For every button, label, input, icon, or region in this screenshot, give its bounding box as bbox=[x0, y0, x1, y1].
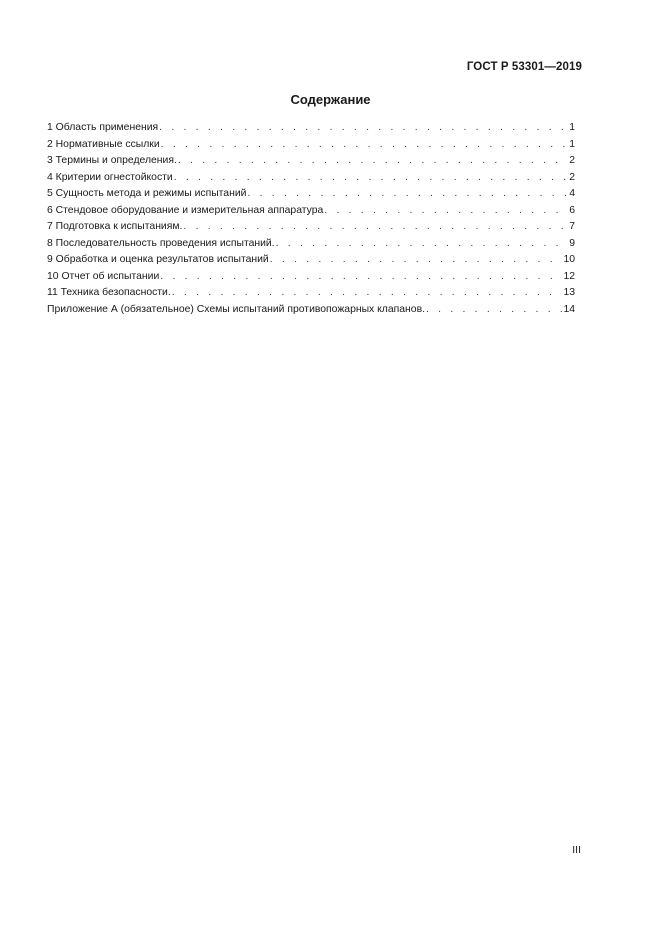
toc-entry[interactable] bbox=[47, 269, 575, 286]
toc-entry-label: 4 Критерии огнестойкости bbox=[47, 171, 173, 183]
toc-entry-label: 3 Термины и определения. bbox=[47, 155, 177, 166]
toc-entry-page: 12 bbox=[563, 270, 575, 282]
toc-dot-leader bbox=[160, 269, 562, 286]
toc-dot-leader bbox=[174, 170, 569, 187]
toc-entry-page: 4 bbox=[569, 188, 575, 199]
toc-dot-leader bbox=[270, 252, 563, 269]
toc-dot-leader bbox=[172, 285, 563, 302]
toc-entry[interactable] bbox=[47, 302, 575, 319]
toc-entry[interactable] bbox=[47, 137, 575, 154]
table-of-contents bbox=[47, 120, 575, 318]
toc-entry-label: Приложение А (обязательное) Схемы испытаний противопожарных клапанов. bbox=[47, 303, 425, 315]
toc-entry[interactable] bbox=[47, 120, 575, 137]
toc-entry[interactable] bbox=[47, 252, 575, 269]
toc-entry-label: 10 Отчет об испытании bbox=[47, 270, 160, 282]
toc-entry-page: 7 bbox=[569, 221, 575, 232]
toc-entry-label: 2 Нормативные ссылки bbox=[47, 138, 160, 150]
toc-entry-page: 9 bbox=[569, 237, 575, 249]
toc-entry-page: 14 bbox=[563, 303, 575, 315]
page-number: III bbox=[572, 844, 581, 856]
toc-dot-leader bbox=[159, 120, 568, 137]
toc-entry-page: 13 bbox=[563, 287, 575, 298]
toc-dot-leader bbox=[183, 219, 568, 236]
toc-entry-page: 2 bbox=[569, 171, 575, 183]
toc-entry[interactable] bbox=[47, 285, 575, 302]
toc-entry[interactable] bbox=[47, 203, 575, 220]
toc-entry[interactable] bbox=[47, 153, 575, 170]
toc-entry-label: 1 Область применения bbox=[47, 122, 159, 133]
toc-entry-label: 11 Техника безопасности. bbox=[47, 287, 171, 298]
toc-dot-leader bbox=[276, 236, 569, 253]
toc-entry[interactable] bbox=[47, 186, 575, 203]
toc-entry-label: 7 Подготовка к испытаниям. bbox=[47, 221, 183, 232]
toc-dot-leader bbox=[324, 203, 568, 220]
toc-dot-leader bbox=[247, 186, 568, 203]
toc-dot-leader bbox=[161, 137, 569, 154]
toc-entry-label: 9 Обработка и оценка результатов испытаний bbox=[47, 254, 269, 265]
toc-title: Содержание bbox=[290, 92, 371, 107]
toc-entry-page: 6 bbox=[569, 204, 575, 216]
toc-entry-page: 1 bbox=[569, 138, 575, 150]
toc-entry[interactable] bbox=[47, 170, 575, 187]
standard-designation: ГОСТ Р 53301—2019 bbox=[466, 61, 582, 73]
toc-dot-leader bbox=[178, 153, 568, 170]
toc-dot-leader bbox=[426, 302, 562, 319]
toc-entry-page: 1 bbox=[569, 122, 575, 133]
toc-entry[interactable] bbox=[47, 236, 575, 253]
toc-entry-label: 5 Сущность метода и режимы испытаний bbox=[47, 188, 247, 199]
toc-entry-label: 6 Стендовое оборудование и измерительная аппаратура bbox=[47, 204, 324, 216]
toc-entry-page: 10 bbox=[563, 254, 575, 265]
toc-entry-page: 2 bbox=[569, 155, 575, 166]
toc-entry[interactable] bbox=[47, 219, 575, 236]
toc-entry-label: 8 Последовательность проведения испытаний. bbox=[47, 237, 275, 249]
